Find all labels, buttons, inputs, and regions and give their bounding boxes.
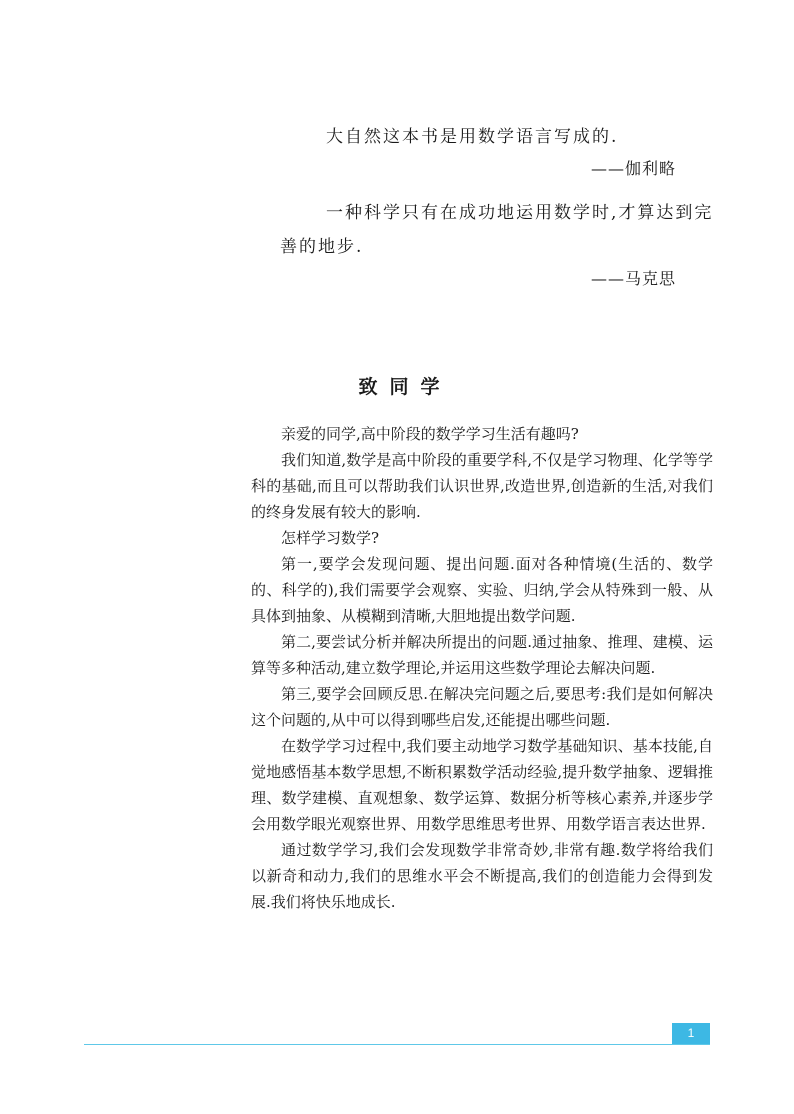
paragraph: 怎样学习数学?: [281, 529, 380, 547]
quote-attribution: ——马克思: [590, 269, 676, 288]
quote-galileo: [280, 120, 712, 184]
paragraph: 第三,要学会回顾反思.在解决完问题之后,要思考:我们是如何解决这个问题的,从中可以得到哪些启发,还能提出哪些问题.: [251, 685, 713, 729]
paragraph: 第一,要学会发现问题、提出问题.面对各种情境(生活的、数学的、科学的),我们需要学会观察、实验、归纳,学会从特殊到一般、从具体到抽象、从模糊到清晰,大胆地提出数学问题.: [251, 555, 713, 625]
paragraph: 在数学学习过程中,我们要主动地学习数学基础知识、基本技能,自觉地感悟基本数学思想,不断积累数学活动经验,提升数学抽象、逻辑推理、数学建模、直观想象、数学运算、数据分析等核心素养,并逐步学会用数学眼光观察世界、用数学思维思考世界、用数学语言表达世界.: [251, 737, 713, 833]
paragraph: 通过数学学习,我们会发现数学非常奇妙,非常有趣.数学将给我们以新奇和动力,我们的思维水平会不断提高,我们的创造能力会得到发展.我们将快乐地成长.: [251, 841, 713, 911]
footer-rule: [84, 1044, 710, 1045]
quote-marx: [280, 196, 712, 294]
quote-text: 大自然这本书是用数学语言写成的.: [326, 127, 619, 147]
quote-text-line-1: 一种科学只有在成功地运用数学时,才算达到完: [326, 203, 714, 223]
paragraph: 我们知道,数学是高中阶段的重要学科,不仅是学习物理、化学等学科的基础,而且可以帮助我们认识世界,改造世界,创造新的生活,对我们的终身发展有较大的影响.: [251, 451, 713, 521]
paragraph: 第二,要尝试分析并解决所提出的问题.通过抽象、推理、建模、运算等多种活动,建立数学理论,并运用这些数学理论去解决问题.: [251, 633, 713, 677]
paragraph: 亲爱的同学,高中阶段的数学学习生活有趣吗?: [281, 425, 579, 443]
quote-attribution: ——伽利略: [590, 159, 676, 178]
quote-text-line-2: 善的地步.: [280, 237, 364, 257]
section-heading: 致同学: [358, 376, 452, 398]
page-number: 1: [672, 1023, 710, 1044]
letter-body: [251, 421, 713, 915]
